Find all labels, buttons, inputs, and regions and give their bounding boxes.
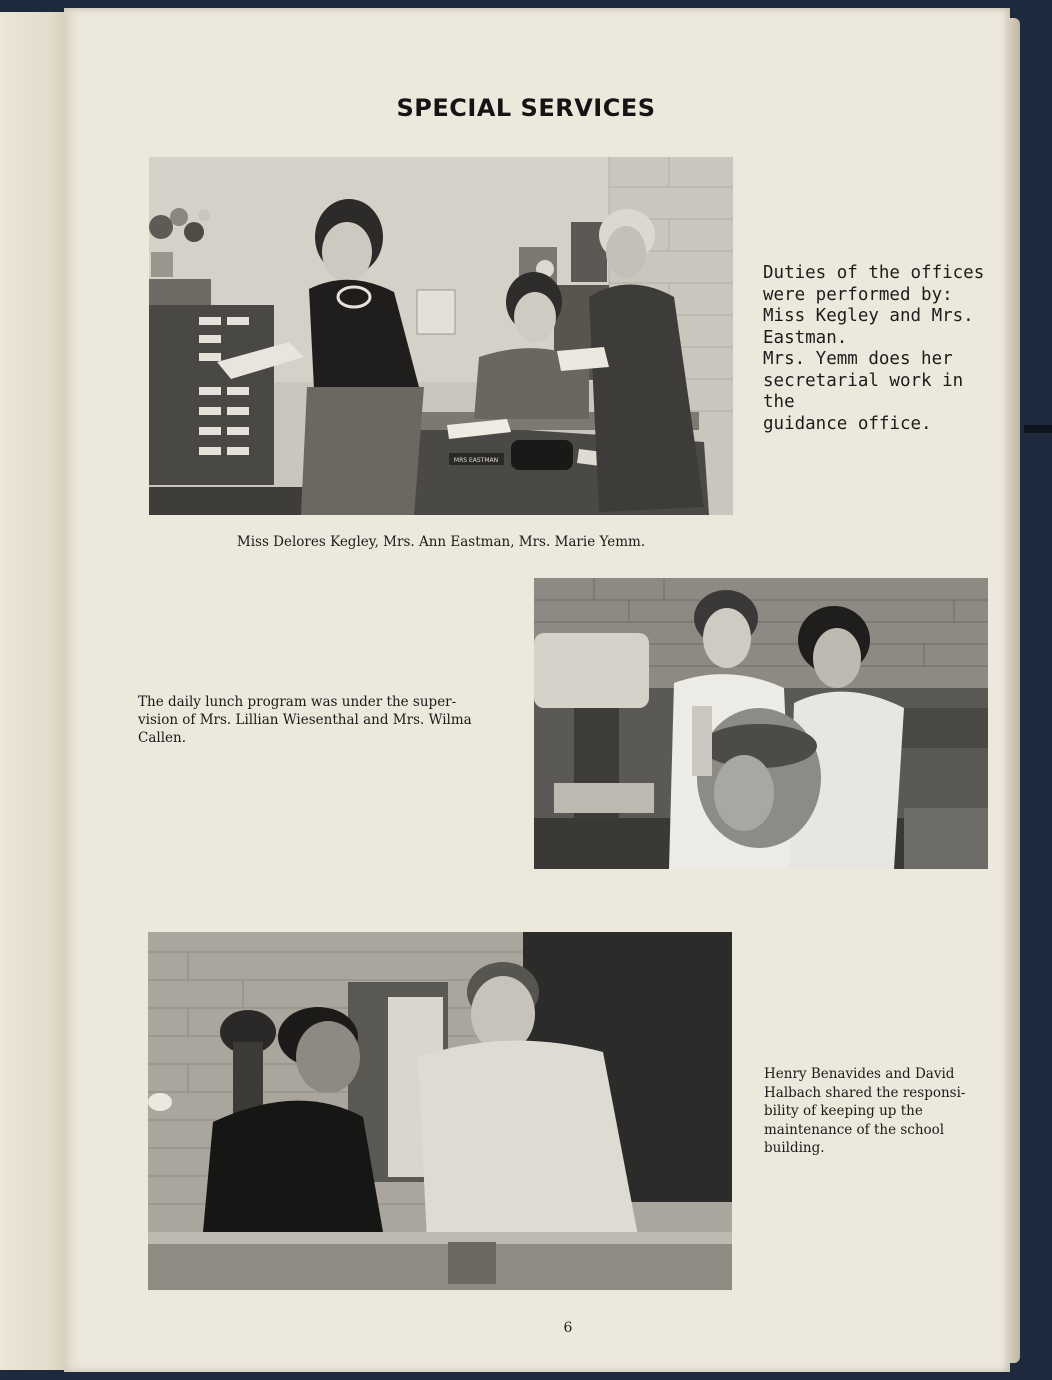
lunch-photo: [534, 578, 988, 869]
page-title: SPECIAL SERVICES: [396, 94, 656, 122]
page-edge-right: [1008, 18, 1020, 1363]
office-duties-text: Duties of the offices were performed by: Miss Kegley and Mrs. Eastman. Mrs. Yemm does her secretarial work in the guidance office.: [763, 263, 985, 434]
office-nameplate: MRS EASTMAN: [453, 457, 499, 464]
maintenance-photo: [148, 932, 732, 1290]
office-photo-caption: Miss Delores Kegley, Mrs. Ann Eastman, Mrs. Marie Yemm.: [236, 534, 646, 550]
binding-mark: [1024, 425, 1052, 433]
maintenance-caption: Henry Benavides and David Halbach shared the responsi- bility of keeping up the maintenance of the school building.: [764, 1066, 966, 1156]
left-page-edge: [0, 12, 70, 1370]
lunch-program-caption: The daily lunch program was under the super- vision of Mrs. Lillian Wiesenthal and Mrs. Wilma Callen.: [138, 694, 472, 746]
page-number: 6: [563, 1320, 573, 1336]
office-photo: [149, 157, 733, 515]
